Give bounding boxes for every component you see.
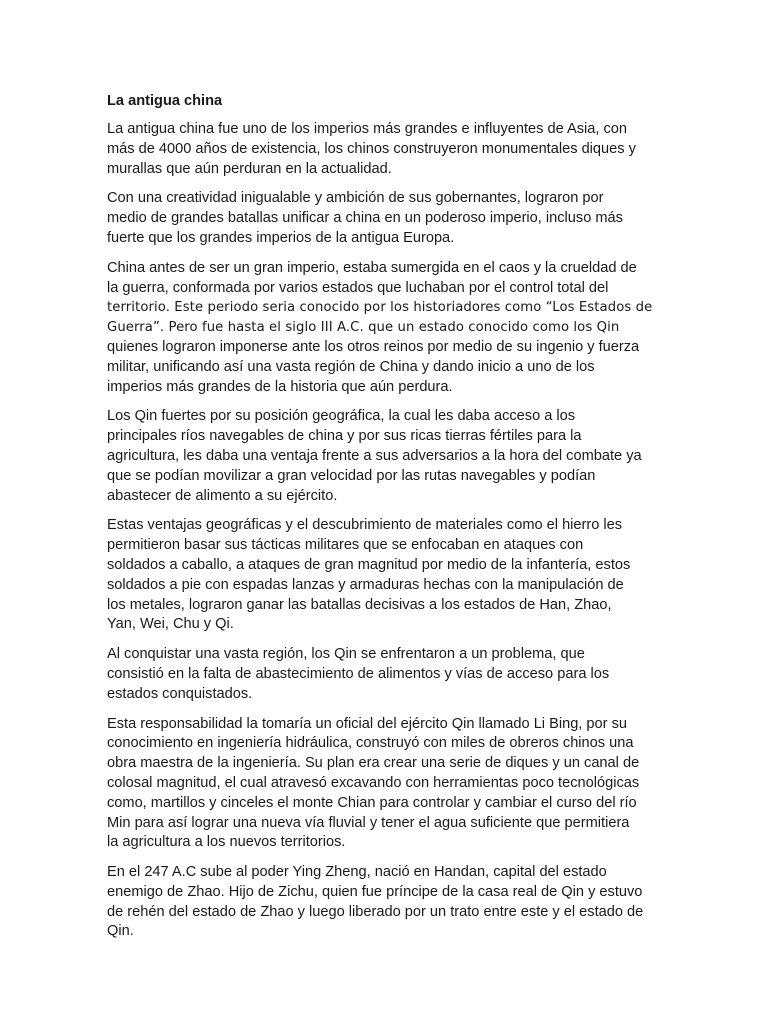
paragraph-line: que se podían movilizar a gran velocidad por las rutas navegables y podían xyxy=(107,467,596,484)
document-page xyxy=(107,90,667,952)
paragraph-line: colosal magnitud, el cual atravesó excavando con herramientas poco tecnológicas xyxy=(107,774,640,791)
paragraph-line: conocimiento en ingeniería hidráulica, construyó con miles de obreros chinos una xyxy=(107,735,634,752)
paragraph-line: medio de grandes batallas unificar a china en un poderoso imperio, incluso más xyxy=(107,210,623,227)
paragraph xyxy=(107,407,667,506)
paragraph-line: territorio. Este periodo seria conocido por los historiadores como “Los Estados de xyxy=(107,300,653,316)
paragraph-line: Min para así lograr una nueva vía fluvial y tener el agua suficiente que permitiera xyxy=(107,814,630,831)
paragraph-line: consistió en la falta de abastecimiento de alimentos y vías de acceso para los xyxy=(107,665,610,682)
paragraph xyxy=(107,516,667,635)
paragraph-line: principales ríos navegables de china y por sus ricas tierras fértiles para la xyxy=(107,428,582,445)
paragraph-line: la agricultura a los nuevos territorios. xyxy=(107,834,346,851)
paragraph-line: agricultura, les daba una ventaja frente a sus adversarios a la hora del combate ya xyxy=(107,447,642,464)
paragraph-line: como, martillos y cinceles el monte Chian para controlar y cambiar el curso del río xyxy=(107,794,637,811)
paragraph-line: Esta responsabilidad la tomaría un oficial del ejército Qin llamado Li Bing, por su xyxy=(107,715,627,732)
paragraph-line: Al conquistar una vasta región, los Qin se enfrentaron a un problema, que xyxy=(107,646,585,663)
paragraph-line: permitieron basar sus tácticas militares que se enfocaban en ataques con xyxy=(107,537,584,554)
paragraph xyxy=(107,715,667,854)
paragraph xyxy=(107,120,667,179)
paragraph-line: militar, unificando así una vasta región de China y dando inicio a uno de los xyxy=(107,358,595,375)
paragraph-line: En el 247 A.C sube al poder Ying Zheng, nació en Handan, capital del estado xyxy=(107,864,607,881)
paragraph-line: quienes lograron imponerse ante los otros reinos por medio de su ingenio y fuerza xyxy=(107,338,640,355)
paragraph xyxy=(107,863,667,942)
paragraph-line: imperios más grandes de la historia que aún perdura. xyxy=(107,378,453,395)
paragraph-line: Qin. xyxy=(107,923,134,940)
paragraph-line: Estas ventajas geográficas y el descubrimiento de materiales como el hierro les xyxy=(107,517,623,534)
paragraph-line: Yan, Wei, Chu y Qi. xyxy=(107,616,234,633)
paragraph-line: soldados a caballo, a ataques de gran magnitud por medio de la infantería, estos xyxy=(107,556,631,573)
paragraph-line: abastecer de alimento a su ejército. xyxy=(107,487,338,504)
paragraph-line: de rehén del estado de Zhao y luego liberado por un trato entre este y el estado de xyxy=(107,903,644,920)
paragraph-line: murallas que aún perduran en la actualidad. xyxy=(107,160,392,177)
paragraph-line: enemigo de Zhao. Hijo de Zichu, quien fue príncipe de la casa real de Qin y estuvo xyxy=(107,883,643,900)
paragraph xyxy=(107,189,667,248)
paragraph-line: Guerra”. Pero fue hasta el siglo III A.C. que un estado conocido como los Qin xyxy=(107,320,620,336)
document-title: La antigua china xyxy=(107,93,223,109)
paragraph-line: Los Qin fuertes por su posición geográfica, la cual les daba acceso a los xyxy=(107,408,576,425)
paragraph-line: fuerte que los grandes imperios de la antigua Europa. xyxy=(107,229,455,246)
paragraph xyxy=(107,645,667,704)
paragraph-line: China antes de ser un gran imperio, estaba sumergida en el caos y la crueldad de xyxy=(107,259,637,276)
paragraph-line: la guerra, conformada por varios estados que luchaban por el control total del xyxy=(107,279,609,296)
paragraph-line: estados conquistados. xyxy=(107,685,253,702)
paragraph xyxy=(107,259,667,398)
paragraph-line: más de 4000 años de existencia, los chinos construyeron monumentales diques y xyxy=(107,140,636,157)
paragraph-line: La antigua china fue uno de los imperios más grandes e influyentes de Asia, con xyxy=(107,121,628,137)
paragraph-line: Con una creatividad inigualable y ambición de sus gobernantes, lograron por xyxy=(107,190,604,207)
paragraph-line: soldados a pie con espadas lanzas y armaduras hechas con la manipulación de xyxy=(107,576,624,593)
paragraph-line: obra maestra de la ingeniería. Su plan era crear una serie de diques y un canal de xyxy=(107,755,640,772)
document-body xyxy=(107,120,667,942)
paragraph-line: los metales, lograron ganar las batallas decisivas a los estados de Han, Zhao, xyxy=(107,596,612,613)
